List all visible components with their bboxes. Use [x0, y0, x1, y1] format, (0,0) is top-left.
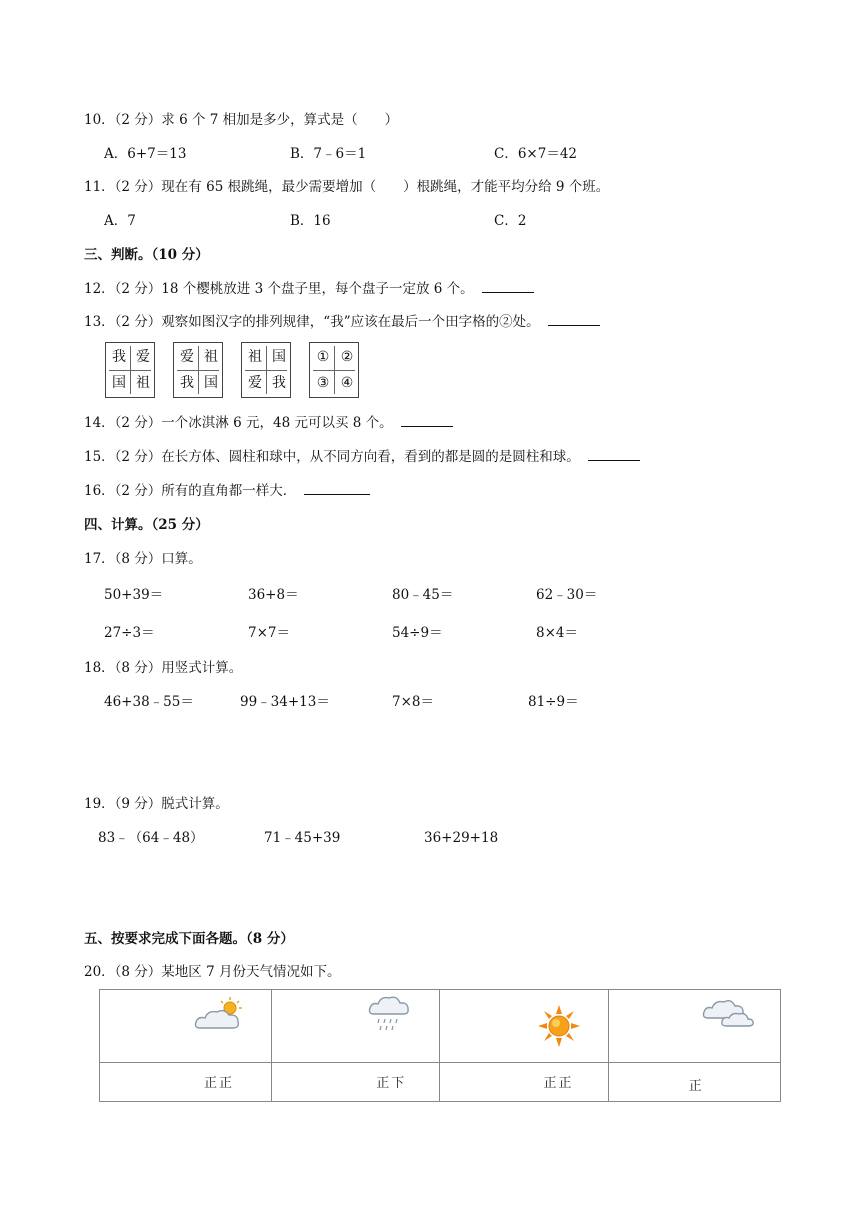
q17-r1-item-2: 36+8＝: [248, 587, 299, 603]
q15-text: 15．（2 分）在长方体、圆柱和球中，从不同方向看，看到的都是圆的是圆柱和球。: [84, 449, 580, 465]
q10-stem: 10．（2 分）求 6 个 7 相加是多少，算式是（ ）: [84, 112, 399, 128]
q18-item-1: 46+38﹣55＝: [104, 694, 194, 710]
tally-marks-4: 正: [688, 1079, 704, 1094]
q12-answer-blank: [482, 280, 534, 293]
q12-line: [84, 280, 534, 298]
grid-1-cell-br: 祖: [136, 375, 150, 391]
q14-text: 14．（2 分）一个冰淇淋 6 元，48 元可以买 8 个。: [84, 415, 393, 431]
tianzige-grid-3: [241, 342, 291, 398]
q16-answer-blank: [304, 482, 370, 495]
cloudy-icon: [700, 994, 756, 1030]
tianzige-grid-1: [105, 342, 155, 398]
q14-line: [84, 414, 453, 432]
weather-cell-4: [608, 990, 780, 1063]
q11-option-b: B．16: [290, 213, 331, 229]
q13-answer-blank: [548, 313, 600, 326]
q14-answer-blank: [401, 414, 453, 427]
grid-2-cell-bl: 我: [180, 375, 194, 391]
q17-r2-item-2: 7×7＝: [248, 625, 290, 641]
grid-4-cell-tl: ①: [316, 349, 330, 365]
q17-r1-item-1: 50+39＝: [104, 587, 164, 603]
tianzige-grid-2: [173, 342, 223, 398]
q18-item-2: 99﹣34+13＝: [240, 694, 330, 710]
q15-answer-blank: [588, 448, 640, 461]
tally-marks-3: 正正: [543, 1076, 574, 1091]
q19-item-3: 36+29+18: [424, 830, 499, 846]
section-5-heading: 五、按要求完成下面各题。（8 分）: [84, 931, 294, 947]
q16-text: 16．（2 分）所有的直角都一样大．: [84, 483, 297, 499]
q18-item-4: 81÷9＝: [528, 694, 579, 710]
grid-4-cell-br: ④: [340, 375, 354, 391]
q13-text: 13．（2 分）观察如图汉字的排列规律，“我”应该在最后一个田字格的②处。: [84, 314, 540, 330]
q17-r2-item-4: 8×4＝: [536, 625, 578, 641]
q18-item-3: 7×8＝: [392, 694, 434, 710]
q19-item-1: 83﹣（64﹣48）: [98, 830, 204, 846]
grid-1-cell-bl: 国: [112, 375, 126, 391]
weather-cell-2: [272, 990, 440, 1063]
q11-option-a: A．7: [104, 213, 136, 229]
grid-4-cell-tr: ②: [340, 349, 354, 365]
q17-r1-item-4: 62﹣30＝: [536, 587, 598, 603]
grid-1-cell-tr: 爱: [136, 349, 150, 365]
q11-stem: 11．（2 分）现在有 65 根跳绳，最少需要增加（ ）根跳绳，才能平均分给 9 个班。: [84, 179, 610, 195]
q16-line: [84, 482, 370, 500]
q19-stem: 19．（9 分）脱式计算。: [84, 796, 229, 812]
grid-3-cell-tl: 祖: [248, 349, 262, 365]
q12-text: 12．（2 分）18 个樱桃放进 3 个盘子里，每个盘子一定放 6 个。: [84, 281, 474, 297]
tally-marks-2: 正下: [376, 1076, 407, 1091]
grid-2-cell-br: 国: [204, 375, 218, 391]
weather-table: [99, 989, 781, 1102]
partly-cloudy-icon: [192, 996, 248, 1036]
grid-1-cell-tl: 我: [112, 349, 126, 365]
q19-item-2: 71﹣45+39: [264, 830, 341, 846]
grid-4-cell-bl: ③: [316, 375, 330, 391]
q13-line: [84, 313, 600, 331]
section-4-heading: 四、计算。（25 分）: [84, 517, 209, 533]
grid-2-cell-tl: 爱: [180, 349, 194, 365]
q11-option-c: C．2: [494, 213, 527, 229]
grid-2-cell-tr: 祖: [204, 349, 218, 365]
q18-stem: 18．（8 分）用竖式计算。: [84, 660, 243, 676]
q10-option-b: B．7﹣6＝1: [290, 146, 367, 162]
tally-cell-4: [608, 1063, 780, 1102]
section-3-heading: 三、判断。（10 分）: [84, 247, 209, 263]
q17-r1-item-3: 80﹣45＝: [392, 587, 454, 603]
tally-marks-1: 正正: [204, 1076, 235, 1091]
tally-cell-2: [272, 1063, 440, 1102]
weather-cell-1: [100, 990, 272, 1063]
q20-stem: 20．（8 分）某地区 7 月份天气情况如下。: [84, 964, 341, 980]
grid-3-cell-br: 我: [272, 375, 286, 391]
q17-stem: 17．（8 分）口算。: [84, 551, 202, 567]
rain-icon: [367, 992, 411, 1038]
weather-cell-3: [440, 990, 608, 1063]
q10-option-a: A．6+7＝13: [104, 146, 187, 162]
tally-cell-3: [440, 1063, 608, 1102]
q17-r2-item-3: 54÷9＝: [392, 625, 443, 641]
grid-3-cell-tr: 国: [272, 349, 286, 365]
q15-line: [84, 448, 640, 466]
tianzige-grid-4: [309, 342, 359, 398]
grid-3-cell-bl: 爱: [248, 375, 262, 391]
sun-icon: [537, 1004, 581, 1048]
q17-r2-item-1: 27÷3＝: [104, 625, 155, 641]
q10-option-c: C．6×7＝42: [494, 146, 577, 162]
tally-cell-1: [100, 1063, 272, 1102]
